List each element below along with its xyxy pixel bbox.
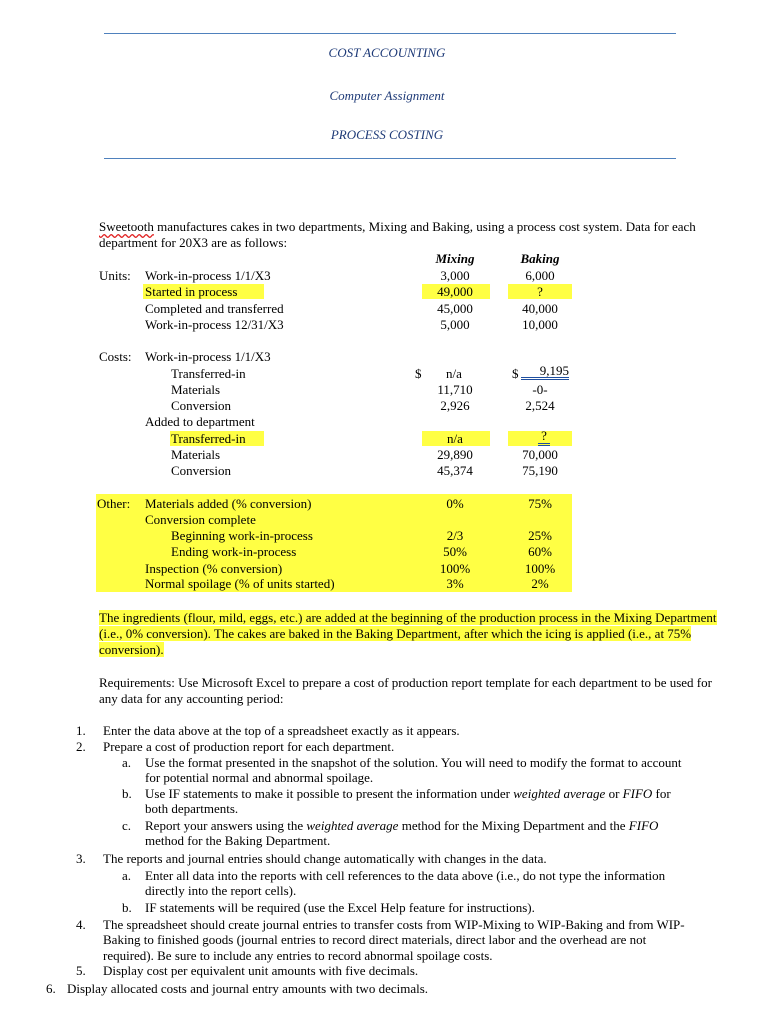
list-item-cont: both departments. <box>145 801 239 816</box>
list-letter: a. <box>122 755 132 770</box>
intro-line-1: Sweetooth manufactures cakes in two departments, Mixing and Baking, using a process cost system. Data for each <box>99 219 696 234</box>
costs-label: Costs: <box>99 349 132 364</box>
cost-mixing-value: n/a <box>446 366 462 381</box>
units-baking-value: ? <box>537 284 543 299</box>
topic-title: PROCESS COSTING <box>330 127 444 142</box>
other-baking-value: 2% <box>531 576 549 591</box>
list-letter: a. <box>122 868 132 883</box>
other-mixing-value: 100% <box>439 561 471 576</box>
ingredients-line: (i.e., 0% conversion). The cakes are baked in the Baking Department, after which the icing is applied (i.e., at 75% <box>99 626 692 641</box>
cost-row-label: Materials <box>171 447 221 462</box>
other-conv-label: Conversion complete <box>145 512 256 527</box>
dollar-sign: $ <box>512 366 519 381</box>
units-mixing-value: 45,000 <box>437 301 473 316</box>
units-baking-value: 40,000 <box>522 301 558 316</box>
cost-baking-value: 75,190 <box>522 463 558 478</box>
list-item-cont: required). Be sure to include any entries to record abnormal spoilage costs. <box>103 948 493 963</box>
list-item: Use IF statements to make it possible to present the information under weighted average or FIFO for <box>145 786 671 801</box>
other-baking-value: 25% <box>528 528 552 543</box>
units-baking-value: 10,000 <box>522 317 558 332</box>
list-item-cont: Baking to finished goods (journal entries to record direct materials, direct labor and the overhead are not <box>103 932 647 947</box>
other-mixing-value: 3% <box>446 576 464 591</box>
list-letter: b. <box>122 900 132 915</box>
units-label: Units: <box>99 268 131 283</box>
list-number: 6. <box>46 981 56 996</box>
cost-baking-value: -0- <box>532 382 548 397</box>
list-item: Prepare a cost of production report for each department. <box>103 739 395 754</box>
units-mixing-value: 49,000 <box>437 284 473 299</box>
cost-mixing-value: 2,926 <box>440 398 470 413</box>
list-item-cont: directly into the report cells). <box>145 883 297 898</box>
list-letter: b. <box>122 786 132 801</box>
list-item: Display cost per equivalent unit amounts with five decimals. <box>103 963 419 978</box>
company-name: Sweetooth <box>99 219 154 234</box>
cost-row-label: Materials <box>171 382 221 397</box>
units-mixing-value: 3,000 <box>440 268 470 283</box>
list-number: 3. <box>76 851 86 866</box>
cost-row-label: Transferred-in <box>171 366 246 381</box>
list-number: 1. <box>76 723 86 738</box>
costs-added-label: Added to department <box>145 414 255 429</box>
requirements-line: Requirements: Use Microsoft Excel to prepare a cost of production report template for each department to be used for <box>99 675 712 690</box>
list-item: Display allocated costs and journal entry amounts with two decimals. <box>67 981 429 996</box>
list-item: The reports and journal entries should change automatically with changes in the data. <box>103 851 547 866</box>
other-mixing-value: 0% <box>446 496 464 511</box>
cost-row-label: Conversion <box>171 398 231 413</box>
units-row-label: Completed and transferred <box>145 301 284 316</box>
cost-baking-value: 9,195 <box>521 364 569 380</box>
units-baking-value: 6,000 <box>525 268 555 283</box>
intro-line-2: department for 20X3 are as follows: <box>99 235 288 250</box>
other-row-label: Ending work-in-process <box>171 544 297 559</box>
cost-baking-value: ? <box>538 429 550 446</box>
other-row-label: Normal spoilage (% of units started) <box>145 576 335 591</box>
cost-row-label: Conversion <box>171 463 231 478</box>
other-row-label: Materials added (% conversion) <box>145 496 312 511</box>
list-item: The spreadsheet should create journal entries to transfer costs from WIP-Mixing to WIP-Baking and from WIP- <box>103 917 685 932</box>
list-item-cont: method for the Baking Department. <box>145 833 331 848</box>
other-baking-value: 75% <box>528 496 552 511</box>
mixing-header: Mixing <box>435 251 475 266</box>
other-mixing-value: 2/3 <box>446 528 464 543</box>
list-item: Enter the data above at the top of a spreadsheet exactly as it appears. <box>103 723 460 738</box>
list-item: IF statements will be required (use the Excel Help feature for instructions). <box>145 900 535 915</box>
units-mixing-value: 5,000 <box>440 317 470 332</box>
top-rule <box>104 33 676 34</box>
other-row-label: Inspection (% conversion) <box>145 561 283 576</box>
list-item: Report your answers using the weighted average method for the Mixing Department and the FIFO <box>145 818 659 833</box>
bottom-rule <box>104 158 676 159</box>
other-baking-value: 60% <box>528 544 552 559</box>
list-item: Enter all data into the reports with cell references to the data above (i.e., do not type the information <box>145 868 666 883</box>
ingredients-line: conversion). <box>99 642 164 657</box>
units-row-label: Work-in-process 1/1/X3 <box>145 268 271 283</box>
dollar-sign: $ <box>415 366 422 381</box>
list-item-cont: for potential normal and abnormal spoilage. <box>145 770 374 785</box>
cost-mixing-value: n/a <box>447 431 463 446</box>
list-letter: c. <box>122 818 132 833</box>
other-label: Other: <box>97 496 131 511</box>
other-row-label: Beginning work-in-process <box>171 528 313 543</box>
cost-mixing-value: 45,374 <box>437 463 473 478</box>
course-title: COST ACCOUNTING <box>328 45 446 60</box>
other-baking-value: 100% <box>524 561 556 576</box>
list-number: 2. <box>76 739 86 754</box>
cost-mixing-value: 29,890 <box>437 447 473 462</box>
list-number: 5. <box>76 963 86 978</box>
units-row-label: Started in process <box>145 284 238 299</box>
cost-row-label: Transferred-in <box>171 431 246 446</box>
list-item: Use the format presented in the snapshot of the solution. You will need to modify the format to account <box>145 755 682 770</box>
cost-mixing-value: 11,710 <box>437 382 473 397</box>
ingredients-line: The ingredients (flour, mild, eggs, etc.) are added at the beginning of the production process in the Mixing Department <box>99 610 717 625</box>
baking-header: Baking <box>520 251 560 266</box>
requirements-line: any data for any accounting period: <box>99 691 284 706</box>
assignment-title: Computer Assignment <box>329 88 445 103</box>
other-mixing-value: 50% <box>443 544 467 559</box>
costs-wip-label: Work-in-process 1/1/X3 <box>145 349 271 364</box>
cost-baking-value: 70,000 <box>522 447 558 462</box>
cost-baking-value: 2,524 <box>525 398 555 413</box>
list-number: 4. <box>76 917 86 932</box>
units-row-label: Work-in-process 12/31/X3 <box>145 317 284 332</box>
